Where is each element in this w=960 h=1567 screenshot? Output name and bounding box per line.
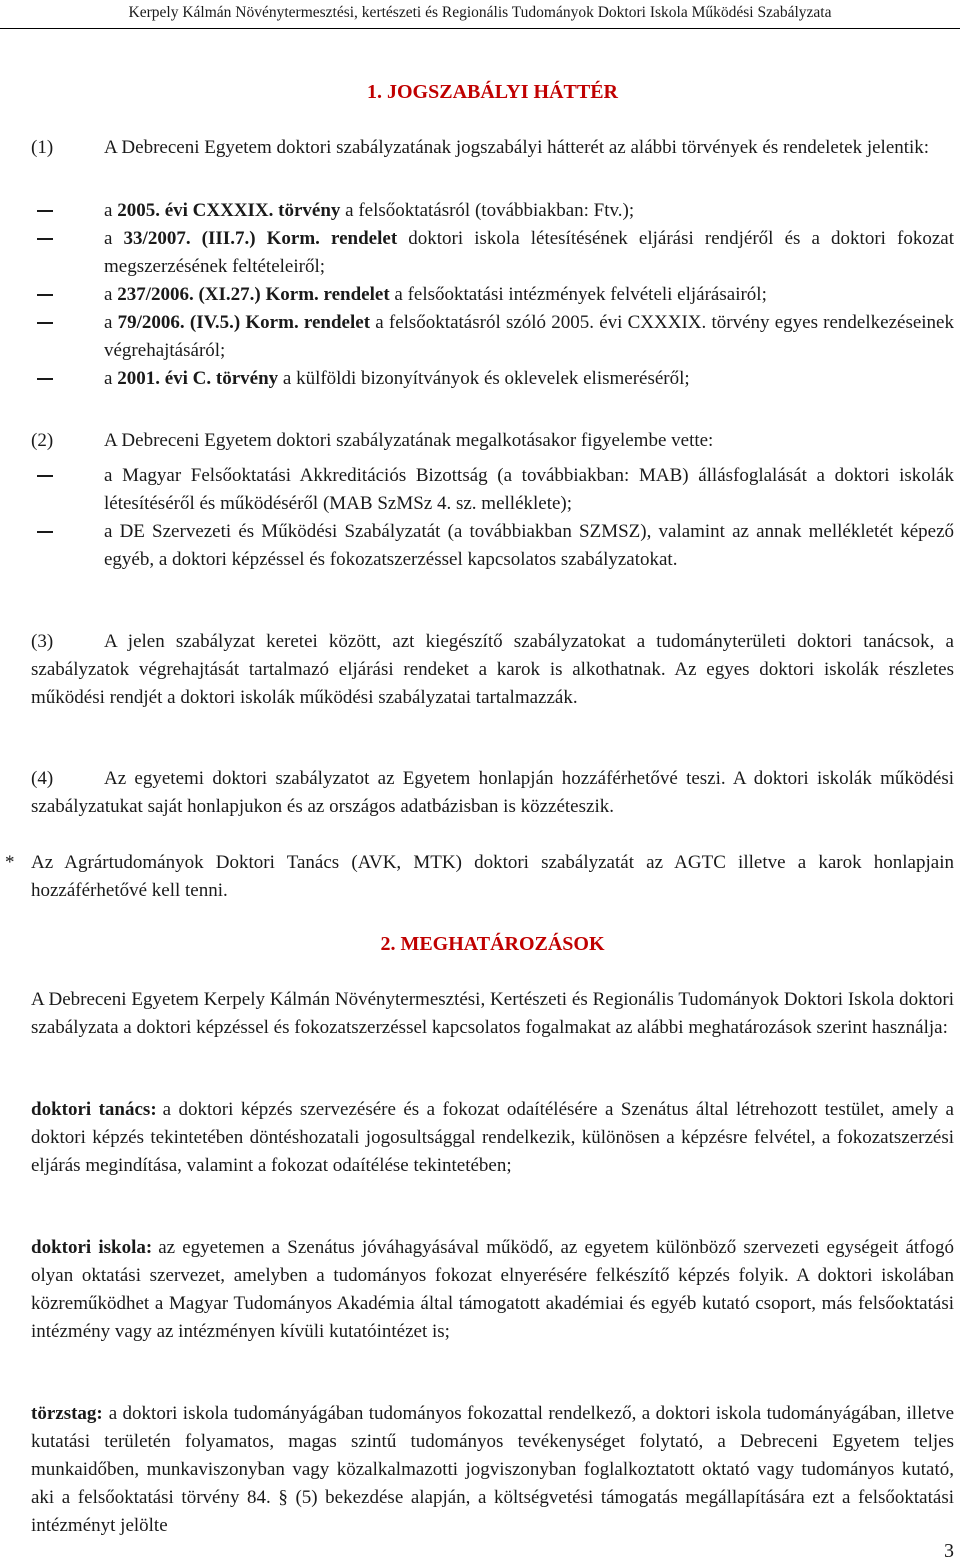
paragraph-text: A jelen szabályzat keretei között, azt kiegészítő szabályzatokat a tudományterületi doktori tanácsok, a szabályzatok végrehajtását tartalmazó eljárási rendeket a karok is alkothatnak. Az egyes doktori iskolák részletes működési rendjét a doktori iskolák működési szabályzatai tartalmazzák. bbox=[31, 631, 954, 708]
paragraph-text: A Debreceni Egyetem doktori szabályzatának megalkotásakor figyelembe vette: bbox=[104, 430, 714, 451]
consideration-list bbox=[31, 462, 954, 574]
section-1-title: 1. JOGSZABÁLYI HÁTTÉR bbox=[367, 81, 618, 103]
definition-text: az egyetemen a Szenátus jóváhagyásával működő, az egyetem különböző szervezeti egységeit átfogó olyan oktatási szervezet, amelyben a tudományos fokozat elnyerésére felkészítő képzés folyik. A doktori iskolában közreműködhet a Magyar Tudományos Akadémia által támogatott akadémiai és egyéb kutató csoport, más felsőoktatási intézmény vagy az intézményen kívüli kutatóintézet is; bbox=[31, 1237, 954, 1342]
paragraph-1 bbox=[31, 134, 954, 162]
paragraph-text: A Debreceni Egyetem doktori szabályzatának jogszabályi hátterét az alábbi törvények és rendeletek jelentik: bbox=[104, 137, 930, 158]
footnote-paragraph bbox=[5, 849, 954, 905]
list-item: a 33/2007. (III.7.) Korm. rendelet doktori iskola létesítésének eljárási rendjéről és a doktori fokozat megszerzésének feltételeiről; bbox=[31, 225, 954, 281]
list-item: a 2005. évi CXXXIX. törvény a felsőoktatásról (továbbiakban: Ftv.); bbox=[31, 197, 954, 225]
paragraph-number: (4) bbox=[31, 768, 54, 789]
paragraph-3 bbox=[31, 628, 954, 712]
definition-term: törzstag: bbox=[31, 1403, 103, 1424]
list-item: a 79/2006. (IV.5.) Korm. rendelet a felsőoktatásról szóló 2005. évi CXXXIX. törvény egyes rendelkezéseinek végrehajtásáról; bbox=[31, 309, 954, 365]
paragraph-4 bbox=[31, 765, 954, 821]
list-item: a 237/2006. (XI.27.) Korm. rendelet a felsőoktatási intézmények felvételi eljárásairól; bbox=[31, 281, 954, 309]
paragraph-text: Az egyetemi doktori szabályzatot az Egyetem honlapján hozzáférhetővé teszi. A doktori iskolák működési szabályzatukat saját honlapjukon és az országos adatbázisban is közzéteszik. bbox=[31, 768, 954, 817]
list-item: a 2001. évi C. törvény a külföldi bizonyítványok és oklevelek elismeréséről; bbox=[31, 365, 954, 393]
paragraph-number: (2) bbox=[31, 430, 54, 451]
paragraph-text: Az Agrártudományok Doktori Tanács (AVK, MTK) doktori szabályzatát az AGTC illetve a karok honlapjain hozzáférhetővé kell tenni. bbox=[31, 852, 954, 901]
definition-term: doktori tanács: bbox=[31, 1099, 157, 1120]
definition-core-member bbox=[31, 1400, 954, 1540]
law-list bbox=[31, 197, 954, 393]
section-2-title: 2. MEGHATÁROZÁSOK bbox=[380, 933, 605, 955]
definition-text: a doktori iskola tudományágában tudományos fokozattal rendelkező, a doktori iskola tudományágában, illetve kutatási területén folyamatos, magas szintű tudományos tevékenységet folytató, a Debreceni Egyetem teljes munkaidőben, munkaviszonyban vagy közalkalmazotti jogviszonyban foglalkoztatott oktató vagy tudományos kutató, aki a felsőoktatási törvény 84. § (5) bekezdése alapján, a költségvetési támogatás megállapítására ezt a felsőoktatási intézményt jelölte bbox=[31, 1403, 954, 1536]
page-number: 3 bbox=[944, 1540, 954, 1562]
asterisk-mark: * bbox=[5, 852, 15, 873]
definition-doctoral-council bbox=[31, 1096, 954, 1180]
definition-doctoral-school bbox=[31, 1234, 954, 1346]
definitions-intro: A Debreceni Egyetem Kerpely Kálmán Növénytermesztési, Kertészeti és Regionális Tudományok Doktori Iskola doktori szabályzata a doktori képzéssel és fokozatszerzéssel kapcsolatos fogalmakat az alábbi meghatározások szerint használja: bbox=[31, 989, 954, 1038]
definition-text: a doktori képzés szervezésére és a fokozat odaítélésére a Szenátus által létrehozott testület, amely a doktori képzés tekintetében döntéshozatali jogosultsággal rendelkezik, különösen a képzésre felvétel, a fokozatszerzési eljárás megindítása, valamint a fokozat odaítélése tekintetében; bbox=[31, 1099, 954, 1176]
list-item: a Magyar Felsőoktatási Akkreditációs Bizottság (a továbbiakban: MAB) állásfoglalását a doktori iskolák létesítéséről és működéséről (MAB SzMSz 4. sz. melléklete); bbox=[31, 462, 954, 518]
list-item: a DE Szervezeti és Működési Szabályzatát (a továbbiakban SZMSZ), valamint az annak mellékletét képező egyéb, a doktori képzéssel és fokozatszerzéssel kapcsolatos szabályzatokat. bbox=[31, 518, 954, 574]
paragraph-number: (3) bbox=[31, 631, 54, 652]
paragraph-2 bbox=[31, 427, 954, 455]
running-header: Kerpely Kálmán Növénytermesztési, kertészeti és Regionális Tudományok Doktori Iskola Működési Szabályzata bbox=[0, 0, 960, 29]
definition-term: doktori iskola: bbox=[31, 1237, 153, 1258]
paragraph-number: (1) bbox=[31, 137, 54, 158]
